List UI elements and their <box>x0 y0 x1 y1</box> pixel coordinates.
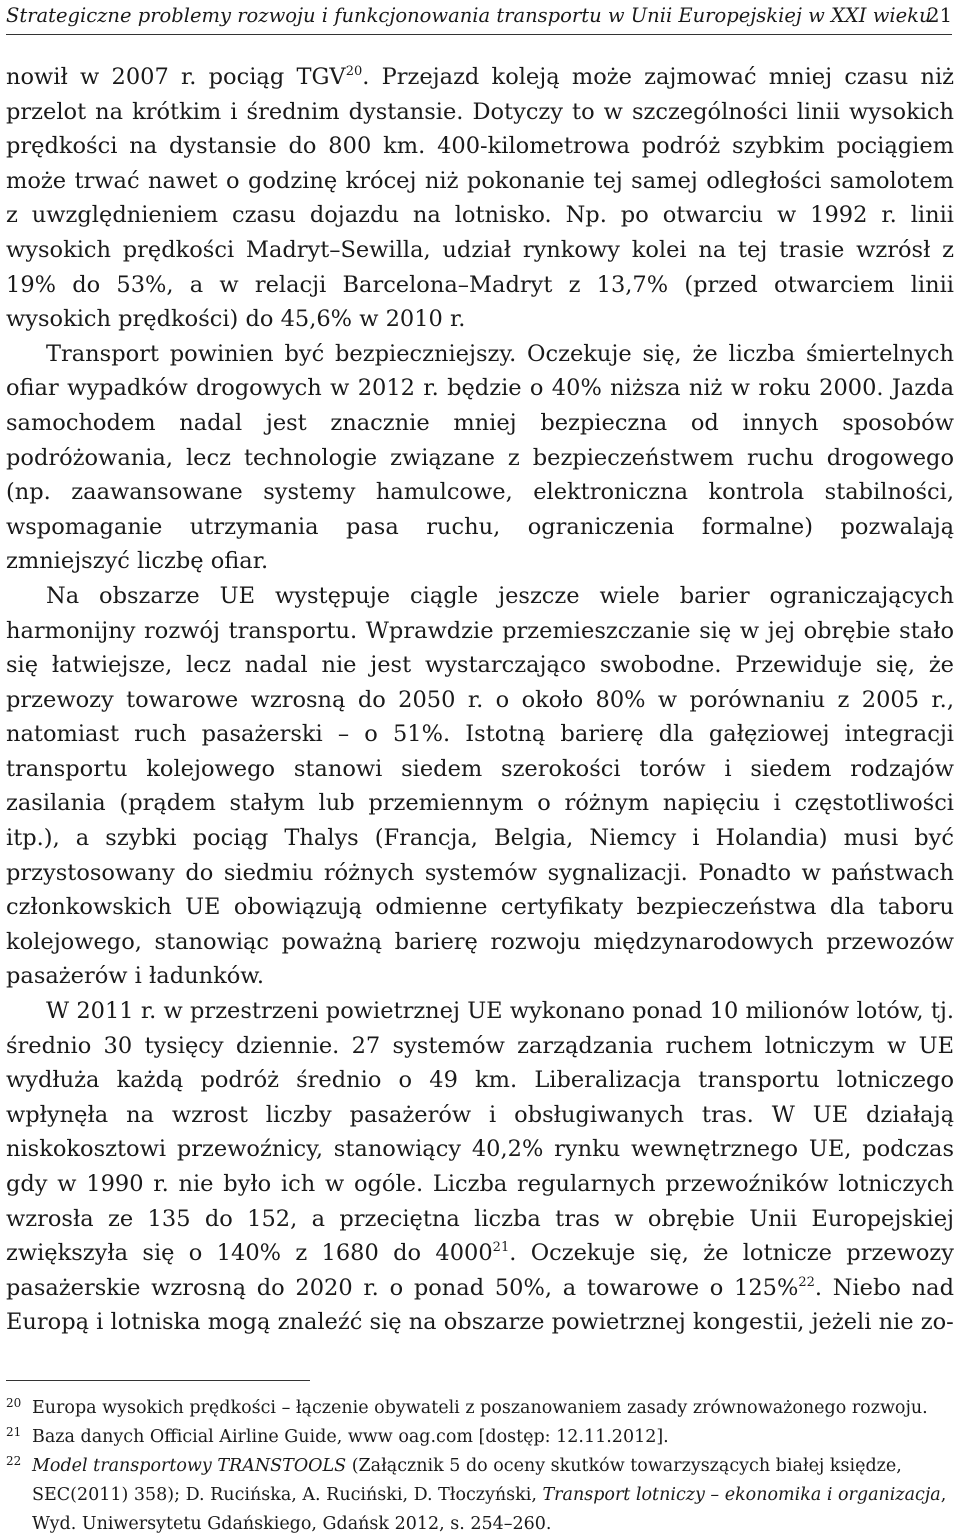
footnote-ref-22[interactable]: 22 <box>798 1274 815 1290</box>
main-text <box>6 60 954 1340</box>
paragraph-2: Transport powinien być bezpieczniejszy. Oczekuje się, że liczba śmiertelnych ofiar wypadków drogowych w 2012 r. będzie o 40% niższa niż w roku 2000. Jazda samochodem nadal jest znacznie mniej bezpieczna od innych sposobów podróżowania, lecz technologie związane z bezpieczeństwem ruchu drogowego (np. zaawansowane systemy hamulcowe, elektroniczna kontrola stabilności, wspomaganie utrzymania pasa ruchu, ograniczenia formalne) pozwalają zmniejszyć liczbę ofiar. <box>6 340 954 575</box>
header-divider <box>6 34 952 35</box>
paragraph-1: nowił w 2007 r. pociąg TGV$^{20}$. Przejazd koleją może zajmować mniej czasu niż przelot na krótkim i średnim dystansie. Dotyczy to w szczególności linii wysokich prędkości na dystansie do 800 km. 400-kilometrowa podróż szybkim pociągiem może trwać nawet o godzinę krócej niż pokonanie tej samej odległości samolotem z uwzględnieniem czasu dojazdu na lotnisko. Np. po otwarciu w 1992 r. linii wysokich prędkości Madryt–Sewilla, udział rynkowy kolei na tej trasie wzrósł z 19% do 53%, a w relacji Barcelona–Madryt z 13,7% (przed otwarciem linii wysokich prędkości) do 45,6% w 2010 r. <box>6 64 954 333</box>
footnote-italic-title: Model transportowy TRANSTOOLS <box>32 1456 347 1476</box>
footnote-22: 22 Model transportowy TRANSTOOLS (Załącznik 5 do oceny skutków towarzyszących białej księdze, SEC(2011) 358); D. Rucińska, A. Ruciński, D. Tłoczyński, Transport lotniczy – ekonomika i organizacja, Wyd. Uniwersytetu Gdańskiego, Gdańsk 2012, s. 254–260. <box>6 1452 954 1539</box>
footnote-number: 22 <box>6 1454 22 1468</box>
footnote-number: 20 <box>6 1396 22 1410</box>
running-title: Strategiczne problemy rozwoju i funkcjonowania transportu w Unii Europejskiej w XXI wieku <box>6 4 932 27</box>
paragraph-4: W 2011 r. w przestrzeni powietrznej UE wykonano ponad 10 milionów lotów, tj. średnio 30 tysięcy dziennie. 27 systemów zarządzania ruchem lotniczym w UE wydłuża każdą podróż średnio o 49 km. Liberalizacja transportu lotniczego wpłynęła na wzrost liczby pasażerów i obsługiwanych tras. W UE działają niskokosztowi przewoźnicy, stanowiący 40,2% rynku wewnętrznego UE, podczas gdy w 1990 r. nie było ich w ogóle. Liczba regularnych przewoźników lotniczych wzrosła ze 135 do 152, a przeciętna liczba tras w obrębie Unii Europejskiej zwiększyła się o 140% z 1680 do 4000$^{21}$. Oczekuje się, że lotnicze przewozy pasażerskie wzrosną do 2020 r. o ponad 50%, a towarowe o 125%$^{22}$. Niebo nad Europą i lotniska mogą znaleźć się na obszarze powietrznej kongestii, jeżeli nie zo- <box>6 998 954 1336</box>
footnote-ref-21[interactable]: 21 <box>492 1240 510 1256</box>
footnotes <box>6 1394 954 1539</box>
footnote-text: Baza danych Official Airline Guide, www oag.com [dostęp: 12.11.2012]. <box>32 1427 669 1447</box>
footnote-divider <box>6 1380 310 1381</box>
footnote-text: Europa wysokich prędkości – łączenie obywateli z poszanowaniem zasady zrównoważonego rozwoju. <box>32 1398 928 1418</box>
footnote-italic-title: Transport lotniczy – ekonomika i organizacja <box>542 1485 941 1505</box>
paragraph-3: Na obszarze UE występuje ciągle jeszcze wiele barier ograniczających harmonijny rozwój transportu. Wprawdzie przemieszczanie się w jej obrębie stało się łatwiejsze, lecz nadal nie jest wystarczająco swobodne. Przewiduje się, że przewozy towarowe wzrosną do 2050 r. o około 80% w porównaniu z 2005 r., natomiast ruch pasażerski – o 51%. Istotną barierę dla gałęziowej integracji transportu kolejowego stanowi siedem szerokości torów i siedem rodzajów zasilania (prądem stałym lub przemiennym o różnym napięciu i częstotliwości itp.), a szybki pociąg Thalys (Francja, Belgia, Niemcy i Holandia) musi być przystosowany do siedmiu różnych systemów sygnalizacji. Ponadto w państwach członkowskich UE obowiązują odmienne certyfikaty bezpieczeństwa dla taboru kolejowego, stanowiąc poważną barierę rozwoju międzynarodowych przewozów pasażerów i ładunków. <box>6 582 954 990</box>
footnote-ref-20[interactable]: 20 <box>345 64 363 79</box>
page-number: 21 <box>927 4 952 27</box>
footnote-20 <box>6 1394 954 1423</box>
footnote-number: 21 <box>6 1425 22 1439</box>
footnote-21 <box>6 1423 954 1452</box>
running-header <box>6 2 952 34</box>
